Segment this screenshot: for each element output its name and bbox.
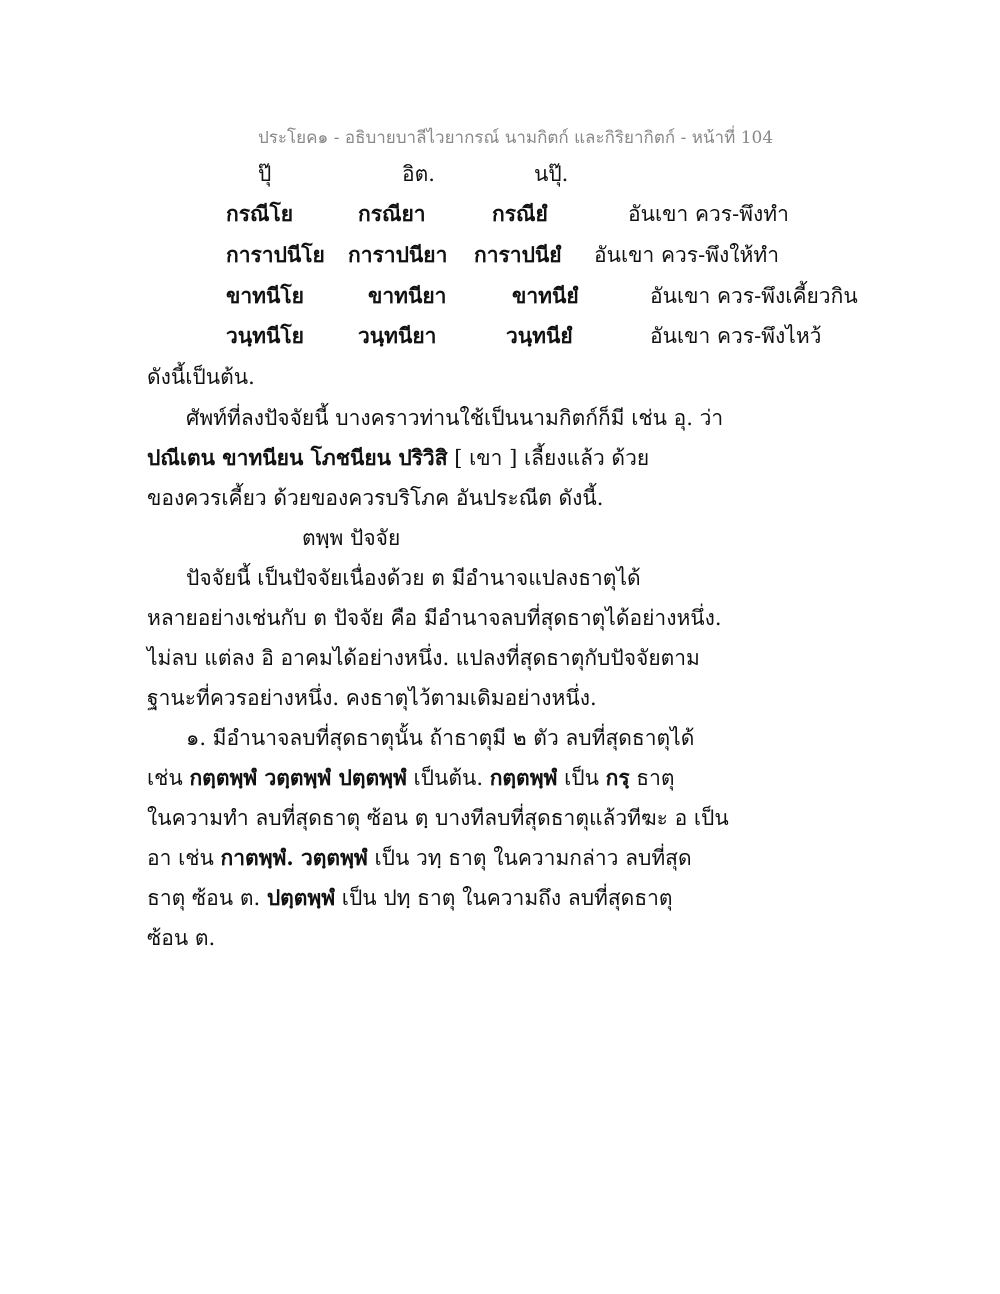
text-line: ปณีเตน ขาทนียน โภชนียน ปริวิสิ [ เขา ] เลี้ยงแล้ว ด้วย xyxy=(147,445,650,470)
text-line: ปัจจัยนี้ เป็นปัจจัยเนื่องด้วย ต มีอำนาจแปลงธาตุได้ xyxy=(186,566,641,590)
page-header: ประโยค๑ - อธิบายบาลีไวยากรณ์ นามกิตก์ และกิริยากิตก์ - หน้าที่ 104 xyxy=(258,128,774,148)
table-cell-masculine: การาปนีโย xyxy=(226,242,325,267)
text-line: อา เช่น กาตพฺพํ. วตฺตพฺพํ เป็น วทฺ ธาตุ ในความกล่าว ลบที่สุด xyxy=(147,845,692,870)
table-col-header: ปุ๊ xyxy=(258,162,272,186)
table-cell-neuter: วนฺทนียํ xyxy=(506,323,573,348)
table-cell-feminine: ขาทนียา xyxy=(368,283,447,308)
text-line: ในความทำ ลบที่สุดธาตุ ซ้อน ตฺ บางทีลบที่สุดธาตุแล้วทีฆะ อ เป็น xyxy=(147,806,729,830)
table-cell-masculine: กรณีโย xyxy=(226,201,294,226)
text-line: เช่น กตฺตพฺพํ วตฺตพฺพํ ปตฺตพฺพํ เป็นต้น. กตฺตพฺพํ เป็น กรฺ ธาตุ xyxy=(147,765,675,790)
text-line: ไม่ลบ แต่ลง อิ อาคมได้อย่างหนึ่ง. แปลงที่สุดธาตุกับปัจจัยตาม xyxy=(147,646,700,670)
table-cell-neuter: การาปนียํ xyxy=(474,242,562,267)
text-line: ศัพท์ที่ลงปัจจัยนี้ บางคราวท่านใช้เป็นนามกิตก์ก็มี เช่น อุ. ว่า xyxy=(186,406,724,430)
table-cell-feminine: การาปนียา xyxy=(348,242,448,267)
pali-example: กรฺ xyxy=(605,765,630,790)
pali-example: กาตพฺพํ. วตฺตพฺพํ xyxy=(220,845,368,870)
table-cell-masculine: วนฺทนีโย xyxy=(226,323,304,348)
pali-example: ปณีเตน ขาทนียน โภชนียน ปริวิสิ xyxy=(147,445,448,470)
pali-example: กตฺตพฺพํ xyxy=(489,765,558,790)
table-cell-feminine: กรณียา xyxy=(358,201,426,226)
table-cell-neuter: ขาทนียํ xyxy=(512,283,579,308)
pali-example: กตฺตพฺพํ วตฺตพฺพํ ปตฺตพฺพํ xyxy=(189,765,407,790)
text-line: ฐานะที่ควรอย่างหนึ่ง. คงธาตุไว้ตามเดิมอย่างหนึ่ง. xyxy=(147,686,597,710)
table-col-header: อิต. xyxy=(402,162,435,186)
table-cell-meaning: อันเขา ควร-พึงให้ทำ xyxy=(594,243,780,267)
text-line: ธาตุ ซ้อน ต. ปตฺตพฺพํ เป็น ปทฺ ธาตุ ในความถึง ลบที่สุดธาตุ xyxy=(147,885,673,910)
section-title: ตพฺพ ปัจจัย xyxy=(302,526,401,550)
table-cell-meaning: อันเขา ควร-พึงเคี้ยวกิน xyxy=(650,284,858,308)
pali-example: ปตฺตพฺพํ xyxy=(266,885,336,910)
text-line: ซ้อน ต. xyxy=(147,926,216,950)
table-cell-meaning: อันเขา ควร-พึงทำ xyxy=(628,202,789,226)
table-cell-masculine: ขาทนีโย xyxy=(226,283,304,308)
table-cell-meaning: อันเขา ควร-พึงไหว้ xyxy=(650,324,822,348)
table-col-header: นปุ๊. xyxy=(534,162,569,186)
table-cell-feminine: วนฺทนียา xyxy=(358,323,437,348)
table-cell-neuter: กรณียํ xyxy=(492,201,548,226)
text-line: ดังนี้เป็นต้น. xyxy=(147,365,255,389)
text-line: ของควรเคี้ยว ด้วยของควรบริโภค อันประณีต ดังนี้. xyxy=(147,486,604,510)
text-line: ๑. มีอำนาจลบที่สุดธาตุนั้น ถ้าธาตุมี ๒ ตัว ลบที่สุดธาตุได้ xyxy=(186,726,695,750)
text-line: หลายอย่างเช่นกับ ต ปัจจัย คือ มีอำนาจลบที่สุดธาตุได้อย่างหนึ่ง. xyxy=(147,606,722,630)
